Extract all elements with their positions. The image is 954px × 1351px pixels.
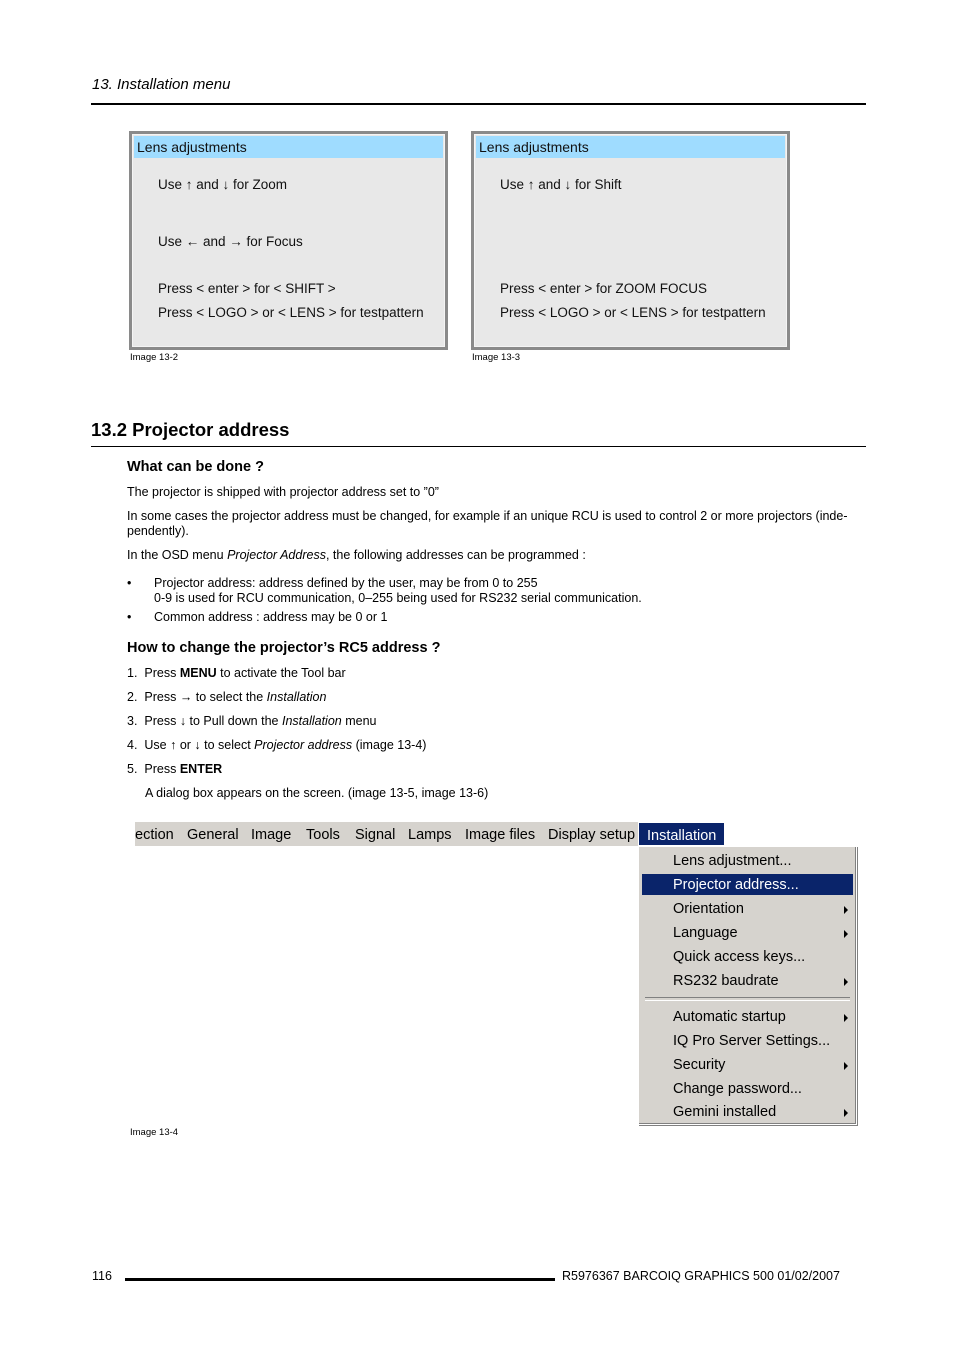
- menu-item-image-files[interactable]: Image files: [465, 827, 536, 843]
- lens-adjustments-zoom-dialog: [129, 131, 448, 350]
- menu-item-display-setup[interactable]: Display setup: [548, 827, 636, 843]
- step-5-note: A dialog box appears on the screen. (image 13-5, image 13-6): [145, 786, 489, 800]
- menu-iq-pro-server-settings[interactable]: IQ Pro Server Settings...: [673, 1033, 831, 1049]
- osd-menu-name: Projector Address: [227, 548, 326, 562]
- image-caption: Image 13-2: [130, 352, 179, 363]
- submenu-arrow-icon: [844, 930, 848, 938]
- bullet-marker: •: [127, 610, 132, 624]
- what-can-be-done-heading: What can be done ?: [127, 459, 264, 475]
- menu-item-general[interactable]: General: [187, 827, 239, 843]
- step-5: 5. Press ENTER: [127, 762, 223, 776]
- document-reference: R5976367 BARCOIQ GRAPHICS 500 01/02/2007: [562, 1269, 840, 1283]
- submenu-arrow-icon: [844, 906, 848, 914]
- dialog-line: Use ↑ and ↓ for Shift: [500, 177, 622, 192]
- section-title: 13.2 Projector address: [91, 419, 290, 440]
- installation-dropdown: [638, 846, 857, 1125]
- image-caption: Image 13-3: [472, 352, 521, 363]
- osd-menu-bar: [135, 822, 719, 846]
- dialog-line: Press < enter > for ZOOM FOCUS: [500, 281, 708, 296]
- list-item: Projector address: address defined by the user, may be from 0 to 255: [154, 576, 538, 590]
- dialog-line: Use ← and → for Focus: [158, 234, 303, 249]
- paragraph: In some cases the projector address must be changed, for example if an unique RCU is used to control 2 or more projectors (inde-: [127, 509, 848, 523]
- step-1: 1. Press MENU to activate the Tool bar: [127, 666, 346, 680]
- list-item: 0-9 is used for RCU communication, 0–255 being used for RS232 serial communication.: [154, 591, 642, 605]
- menu-orientation[interactable]: Orientation: [642, 898, 853, 919]
- submenu-arrow-icon: [844, 1062, 848, 1070]
- menu-item-lamps[interactable]: Lamps: [408, 827, 452, 843]
- menu-rs232-baudrate[interactable]: RS232 baudrate: [642, 970, 853, 991]
- step-2: 2. Press → to select the Installation: [127, 690, 327, 704]
- step-4: 4. Use ↑ or ↓ to select Projector address (image 13-4): [127, 738, 427, 752]
- image-caption: Image 13-4: [130, 1127, 179, 1138]
- menu-automatic-startup[interactable]: Automatic startup: [642, 1006, 853, 1027]
- submenu-arrow-icon: [844, 978, 848, 986]
- paragraph: [127, 548, 586, 563]
- menu-item-image[interactable]: Image: [251, 827, 292, 843]
- paragraph: The projector is shipped with projector address set to ”0”: [127, 485, 439, 499]
- footer-rule: [125, 1278, 555, 1281]
- dialog-line: Press < LOGO > or < LENS > for testpattern: [500, 305, 766, 320]
- paragraph: pendently).: [127, 524, 189, 538]
- dialog-line: Press < LOGO > or < LENS > for testpattern: [158, 305, 424, 320]
- menu-item-signal[interactable]: Signal: [355, 827, 396, 843]
- header-rule: [91, 103, 866, 105]
- menu-item-installation[interactable]: Installation: [638, 822, 725, 846]
- how-to-heading: How to change the projector’s RC5 address ?: [127, 640, 441, 656]
- menu-separator: [645, 997, 850, 1001]
- submenu-arrow-icon: [844, 1014, 848, 1022]
- dialog-line: Press < enter > for < SHIFT >: [158, 281, 336, 296]
- dialog-title: Lens adjustments: [134, 136, 443, 158]
- menu-projector-address[interactable]: Projector address...: [642, 874, 853, 895]
- menu-item-selection[interactable]: ection: [135, 827, 174, 843]
- section-rule: [91, 446, 866, 447]
- list-item: Common address : address may be 0 or 1: [154, 610, 388, 624]
- step-3: 3. Press ↓ to Pull down the Installation menu: [127, 714, 377, 728]
- menu-lens-adjustment[interactable]: Lens adjustment...: [673, 853, 792, 869]
- text: , the following addresses can be programmed :: [325, 548, 586, 562]
- menu-language[interactable]: Language: [642, 922, 853, 943]
- submenu-arrow-icon: [844, 1109, 848, 1117]
- page-number: 116: [92, 1269, 112, 1283]
- menu-change-password[interactable]: Change password...: [673, 1081, 802, 1097]
- bullet-marker: •: [127, 576, 132, 590]
- dialog-line: Use ↑ and ↓ for Zoom: [158, 177, 288, 192]
- text: In the OSD menu: [127, 548, 228, 562]
- lens-adjustments-shift-dialog: [471, 131, 790, 350]
- chapter-header: 13. Installation menu: [92, 76, 231, 93]
- menu-security[interactable]: Security: [642, 1054, 853, 1075]
- menu-gemini-installed[interactable]: Gemini installed: [642, 1101, 853, 1122]
- menu-quick-access-keys[interactable]: Quick access keys...: [673, 949, 806, 965]
- dialog-title: Lens adjustments: [476, 136, 785, 158]
- menu-item-tools[interactable]: Tools: [306, 827, 340, 843]
